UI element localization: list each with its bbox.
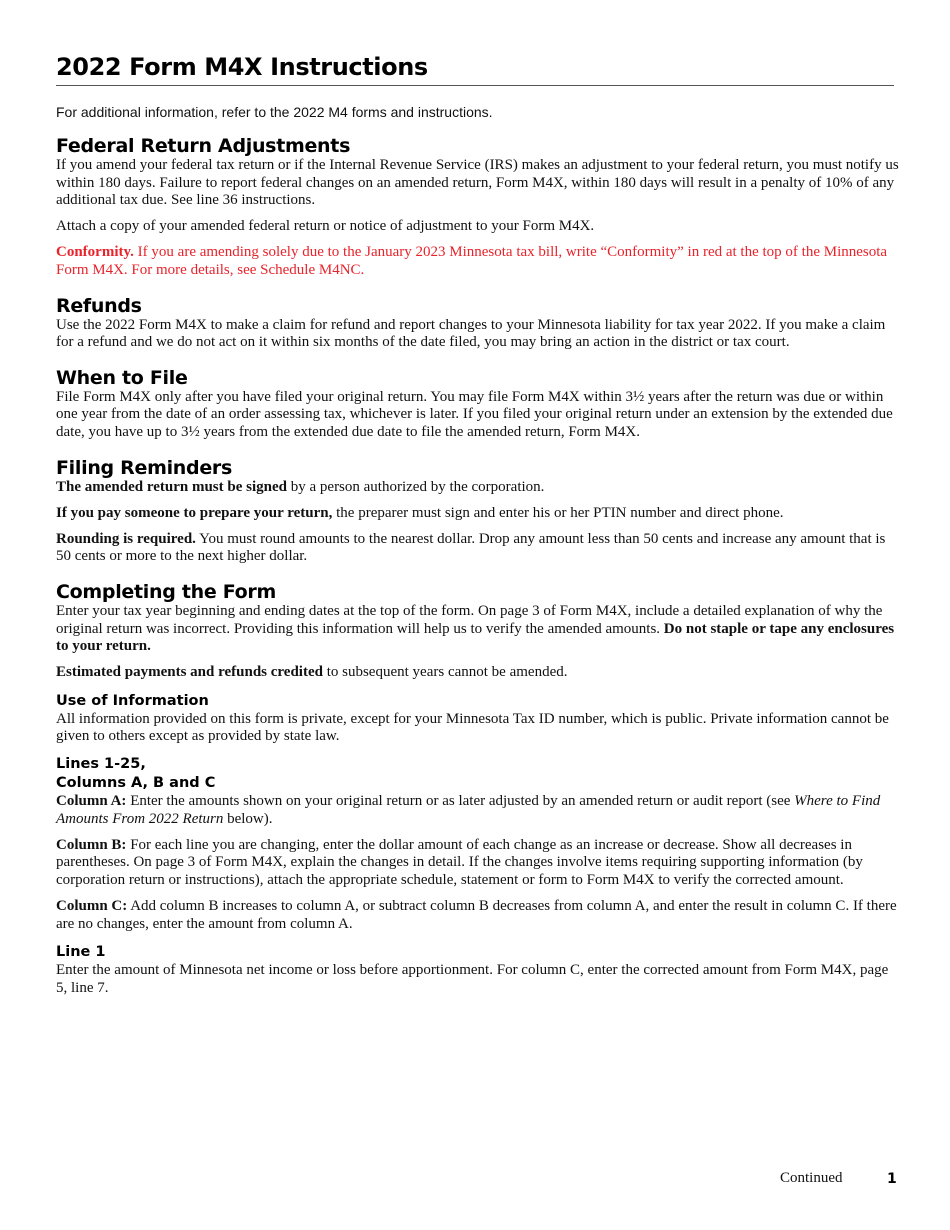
reminder-preparer-text: the preparer must sign and enter his or her PTIN number and direct phone. <box>332 504 784 521</box>
section-refunds <box>56 295 902 352</box>
completing-paragraph-1 <box>56 603 902 656</box>
section-when-to-file <box>56 367 902 442</box>
heading-completing-the-form: Completing the Form <box>56 580 276 603</box>
column-a-reference: Where to Find Amounts From 2022 Return <box>56 792 881 827</box>
page-title: 2022 Form M4X Instructions <box>56 53 428 81</box>
reminder-signed-lead: The amended return must be signed <box>56 478 287 495</box>
completing-paragraph-2 <box>56 664 902 682</box>
column-a-end: below). <box>223 810 273 827</box>
column-b-text: For each line you are changing, enter the dollar amount of each change as an increase or decrease. Show all decreases in parentheses. On page 3 of Form M4X, explain the changes in detail. If the changes involve items requiring supporting information (by corporation return or instructions), attach the appropriate schedule, statement or form to Form M4X to verify the corrected amount. <box>56 836 863 888</box>
reminder-rounding-text: You must round amounts to the nearest dollar. Drop any amount less than 50 cents and increase any amount that is 50 cents or more to the next higher dollar. <box>56 530 886 565</box>
section-federal-return-adjustments <box>56 135 902 280</box>
estimated-payments-text: to subsequent years cannot be amended. <box>322 664 568 681</box>
line-1-paragraph: Enter the amount of Minnesota net income or loss before apportionment. For column C, enter the corrected amount from Form M4X, page 5, line 7. <box>56 962 889 996</box>
column-c-text: Add column B increases to column A, or subtract column B decreases from column A, and enter the result in column C. If there are no changes, enter the amount from column A. <box>56 897 897 932</box>
section-use-of-information <box>56 692 902 746</box>
document-page <box>56 0 902 997</box>
heading-use-of-information: Use of Information <box>56 692 209 709</box>
heading-refunds: Refunds <box>56 294 142 317</box>
conformity-text: If you are amending solely due to the January 2023 Minnesota tax bill, write “Conformity” in red at the top of the Minnesota Form M4X. For more details, see Schedule M4NC. <box>56 244 888 278</box>
continued-label: Continued <box>780 1170 843 1186</box>
heading-filing-reminders: Filing Reminders <box>56 456 232 479</box>
column-c-lead: Column C: <box>56 897 128 914</box>
heading-federal-return-adjustments: Federal Return Adjustments <box>56 135 351 157</box>
completing-text: Enter your tax year beginning and ending dates at the top of the form. On page 3 of Form M4X, include a detailed explanation of why the original return was incorrect. Providing this information will help us to verify the amended amounts. <box>56 602 883 637</box>
column-a-paragraph <box>56 793 902 828</box>
reminder-rounding <box>56 531 902 566</box>
reminder-rounding-lead: Rounding is required. <box>56 530 196 547</box>
intro-text: For additional information, refer to the 2022 M4 forms and instructions. <box>56 104 493 120</box>
page-number: 1 <box>887 1171 897 1187</box>
reminder-signed <box>56 479 902 497</box>
column-b-lead: Column B: <box>56 836 127 853</box>
heading-when-to-file: When to File <box>56 366 188 389</box>
column-a-text: Enter the amounts shown on your original return or as later adjusted by an amended return or audit report (see <box>126 792 795 809</box>
reminder-preparer <box>56 505 902 523</box>
section-completing-the-form <box>56 581 902 682</box>
section-line-1 <box>56 943 902 997</box>
heading-lines-1-25: Lines 1-25, <box>56 755 146 772</box>
federal-paragraph-1: If you amend your federal tax return or if the Internal Revenue Service (IRS) makes an adjustment to your federal return, you must notify us within 180 days. Failure to report federal changes on an amended return, Form M4X, within 180 days will result in a penalty of 10% of any additional tax due. See line 36 instructions. <box>56 157 899 209</box>
heading-line-1: Line 1 <box>56 944 106 961</box>
column-b-paragraph <box>56 837 902 890</box>
federal-paragraph-2: Attach a copy of your amended federal return or notice of adjustment to your Form M4X. <box>56 218 595 235</box>
heading-columns-abc: Columns A, B and C <box>56 774 216 791</box>
use-of-information-paragraph: All information provided on this form is private, except for your Minnesota Tax ID number, which is public. Private information cannot be given to others except as provided by state law. <box>56 710 889 745</box>
conformity-lead: Conformity. <box>56 244 134 261</box>
when-to-file-paragraph: File Form M4X only after you have filed your original return. You may file Form M4X within 3½ years after the return was due or within one year from the date of an order assessing tax, whichever is later. If you filed your original return under an extension by the extended due date, you have up to 3½ years from the extended due date to file the amended return, Form M4X. <box>56 388 893 440</box>
column-c-paragraph <box>56 898 902 933</box>
section-filing-reminders <box>56 457 902 566</box>
completing-warning: Do not staple or tape any enclosures to your return. <box>56 620 895 655</box>
estimated-payments-lead: Estimated payments and refunds credited <box>56 664 323 681</box>
column-a-lead: Column A: <box>56 792 127 809</box>
refunds-paragraph: Use the 2022 Form M4X to make a claim for refund and report changes to your Minnesota liability for tax year 2022. If you make a claim for a refund and we do not act on it within six months of the date filed, you may bring an action in the district or tax court. <box>56 316 886 351</box>
title-rule <box>56 85 894 86</box>
reminder-signed-text: by a person authorized by the corporation. <box>287 478 545 495</box>
conformity-note <box>56 244 902 279</box>
reminder-preparer-lead: If you pay someone to prepare your return, <box>56 504 333 521</box>
section-lines-1-25 <box>56 755 902 933</box>
